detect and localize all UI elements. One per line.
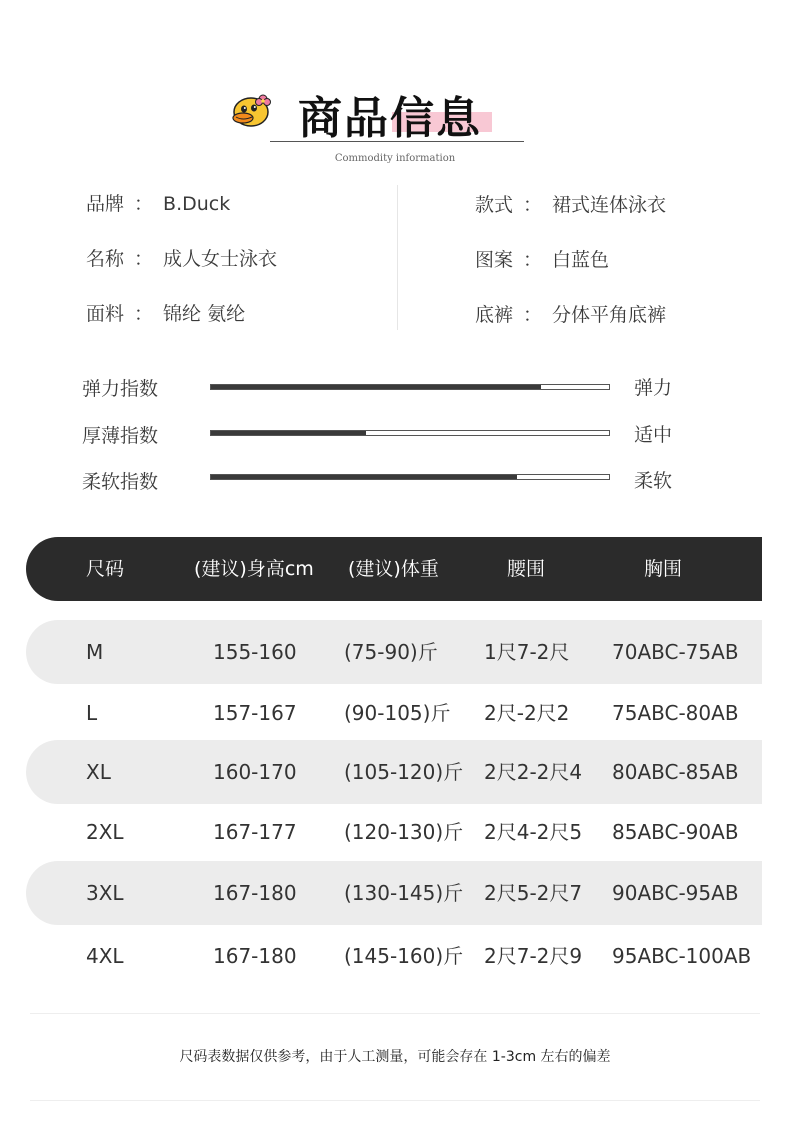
- info-value: 白蓝色: [552, 249, 610, 271]
- table-row: [26, 740, 762, 804]
- cell-height: 167-180: [213, 881, 297, 905]
- softness-value: 柔软: [634, 470, 673, 492]
- info-value: 分体平角底裤: [552, 304, 667, 326]
- cell-waist: 2尺2-2尺4: [484, 760, 583, 784]
- table-row: [26, 681, 762, 745]
- header-waist: 腰围: [507, 558, 546, 580]
- cell-weight: (105-120)斤: [344, 760, 464, 784]
- info-separator: ：: [134, 193, 154, 215]
- info-fabric: [86, 299, 245, 326]
- info-separator: ：: [523, 304, 543, 326]
- cell-bust: 75ABC-80AB: [612, 701, 739, 725]
- info-name: [86, 244, 277, 271]
- cell-weight: (90-105)斤: [344, 701, 451, 725]
- info-label: 款式: [475, 194, 514, 216]
- cell-waist: 2尺7-2尺9: [484, 944, 583, 968]
- elasticity-value: 弹力: [634, 377, 673, 399]
- header: [0, 0, 790, 180]
- thickness-bar-fill: [211, 431, 366, 435]
- cell-height: 155-160: [213, 640, 297, 664]
- table-row: [26, 861, 762, 925]
- thickness-bar: [210, 430, 610, 436]
- table-header: [26, 537, 762, 601]
- cell-waist: 2尺-2尺2: [484, 701, 570, 725]
- info-value: 锦纶 氨纶: [163, 303, 246, 325]
- cell-waist: 2尺5-2尺7: [484, 881, 583, 905]
- elasticity-bar-fill: [211, 385, 541, 389]
- duck-icon: [232, 90, 272, 130]
- page-title: 商品信息: [298, 93, 482, 144]
- cell-size: XL: [86, 760, 111, 784]
- info-separator: ：: [134, 248, 154, 270]
- cell-height: 157-167: [213, 701, 297, 725]
- softness-bar-fill: [211, 475, 517, 479]
- cell-weight: (75-90)斤: [344, 640, 438, 664]
- footer-divider-bottom: [30, 1100, 760, 1101]
- info-label: 品牌: [86, 193, 125, 215]
- cell-size: L: [86, 701, 98, 725]
- info-bottoms: [475, 300, 666, 327]
- info-label: 面料: [86, 303, 125, 325]
- elasticity-label: 弹力指数: [82, 378, 159, 400]
- cell-height: 167-180: [213, 944, 297, 968]
- cell-bust: 70ABC-75AB: [612, 640, 739, 664]
- elasticity-bar: [210, 384, 610, 390]
- cell-size: 3XL: [86, 881, 124, 905]
- cell-bust: 90ABC-95AB: [612, 881, 739, 905]
- cell-waist: 1尺7-2尺: [484, 640, 570, 664]
- info-separator: ：: [523, 249, 543, 271]
- info-value: 裙式连体泳衣: [552, 194, 667, 216]
- cell-size: 2XL: [86, 820, 124, 844]
- info-value: B.Duck: [163, 193, 231, 215]
- table-row: [26, 620, 762, 684]
- page-subtitle: Commodity information: [334, 153, 456, 164]
- cell-weight: (145-160)斤: [344, 944, 464, 968]
- header-weight: (建议)体重: [348, 558, 439, 580]
- info-separator: ：: [523, 194, 543, 216]
- cell-bust: 85ABC-90AB: [612, 820, 739, 844]
- header-height: (建议)身高cm: [194, 558, 314, 580]
- cell-height: 160-170: [213, 760, 297, 784]
- info-label: 底裤: [475, 304, 514, 326]
- cell-weight: (130-145)斤: [344, 881, 464, 905]
- table-row: [26, 800, 762, 864]
- cell-waist: 2尺4-2尺5: [484, 820, 583, 844]
- softness-bar: [210, 474, 610, 480]
- table-row: [26, 924, 762, 988]
- measurement-note: 尺码表数据仅供参考，由于人工测量，可能会存在 1-3cm 左右的偏差: [179, 1049, 611, 1065]
- info-label: 名称: [86, 248, 125, 270]
- cell-bust: 95ABC-100AB: [612, 944, 752, 968]
- info-label: 图案: [475, 249, 514, 271]
- thickness-label: 厚薄指数: [82, 425, 159, 447]
- cell-bust: 80ABC-85AB: [612, 760, 739, 784]
- info-divider: [397, 185, 398, 330]
- info-pattern: [475, 245, 609, 272]
- info-brand: [86, 189, 230, 216]
- footer-divider-top: [30, 1013, 760, 1014]
- header-size: 尺码: [86, 558, 125, 580]
- cell-size: 4XL: [86, 944, 124, 968]
- cell-weight: (120-130)斤: [344, 820, 464, 844]
- info-separator: ：: [134, 303, 154, 325]
- softness-label: 柔软指数: [82, 471, 159, 493]
- cell-size: M: [86, 640, 104, 664]
- info-value: 成人女士泳衣: [163, 248, 278, 270]
- thickness-value: 适中: [634, 424, 673, 446]
- info-style: [475, 190, 666, 217]
- header-bust: 胸围: [644, 558, 683, 580]
- cell-height: 167-177: [213, 820, 297, 844]
